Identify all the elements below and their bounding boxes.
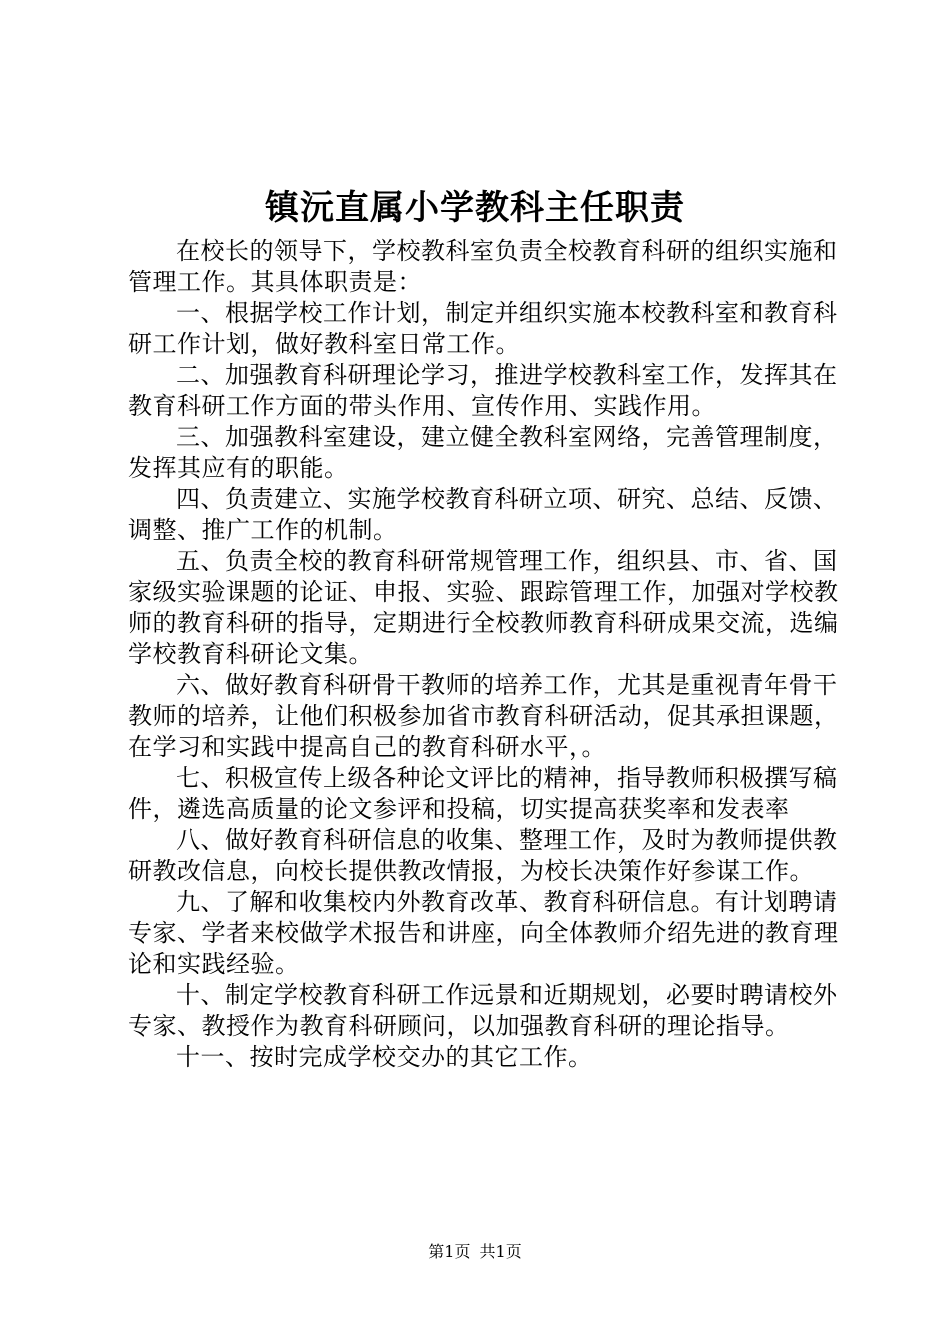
page-footer <box>0 1240 950 1264</box>
paragraph-duty-6: 六、做好教育科研骨干教师的培养工作，尤其是重视青年骨干教师的培养，让他们积极参加省市教育科研活动，促其承担课题，在学习和实践中提高自己的教育科研水平，。 <box>128 671 839 761</box>
paragraph-duty-3: 三、加强教科室建设，建立健全教科室网络，完善管理制度，发挥其应有的职能。 <box>128 423 838 482</box>
paragraph-duty-1: 一、根据学校工作计划，制定并组织实施本校教科室和教育科研工作计划，做好教科室日常工作。 <box>128 299 838 358</box>
paragraph-duty-2: 二、加强教育科研理论学习，推进学校教科室工作，发挥其在教育科研工作方面的带头作用、宣传作用、实践作用。 <box>128 361 838 420</box>
page-number: 第1页 <box>428 1242 471 1261</box>
paragraph-duty-11: 十一、按时完成学校交办的其它工作。 <box>176 1043 593 1071</box>
paragraph-duty-10: 十、制定学校教育科研工作远景和近期规划，必要时聘请校外专家、教授作为教育科研顾问，以加强教育科研的理论指导。 <box>128 981 838 1040</box>
document-title: 镇沅直属小学教科主任职责 <box>265 188 685 228</box>
page-total: 共1页 <box>479 1242 522 1261</box>
paragraph-duty-4: 四、负责建立、实施学校教育科研立项、研究、总结、反馈、调整、推广工作的机制。 <box>128 485 838 544</box>
paragraph-intro: 在校长的领导下，学校教科室负责全校教育科研的组织实施和管理工作。其具体职责是： <box>128 237 838 296</box>
paragraph-duty-8: 八、做好教育科研信息的收集、整理工作，及时为教师提供教研教改信息，向校长提供教改情报，为校长决策作好参谋工作。 <box>128 826 838 885</box>
paragraph-duty-5: 五、负责全校的教育科研常规管理工作，组织县、市、省、国家级实验课题的论证、申报、实验、跟踪管理工作，加强对学校教师的教育科研的指导，定期进行全校教师教育科研成果交流，选编学校教育科研论文集。 <box>128 547 839 668</box>
paragraph-duty-7: 七、积极宣传上级各种论文评比的精神，指导教师积极撰写稿件，遴选高质量的论文参评和投稿，切实提高获奖率和发表率 <box>128 764 838 823</box>
document-body <box>128 236 844 1073</box>
paragraph-duty-9: 九、了解和收集校内外教育改革、教育科研信息。有计划聘请专家、学者来校做学术报告和讲座，向全体教师介绍先进的教育理论和实践经验。 <box>128 888 839 978</box>
